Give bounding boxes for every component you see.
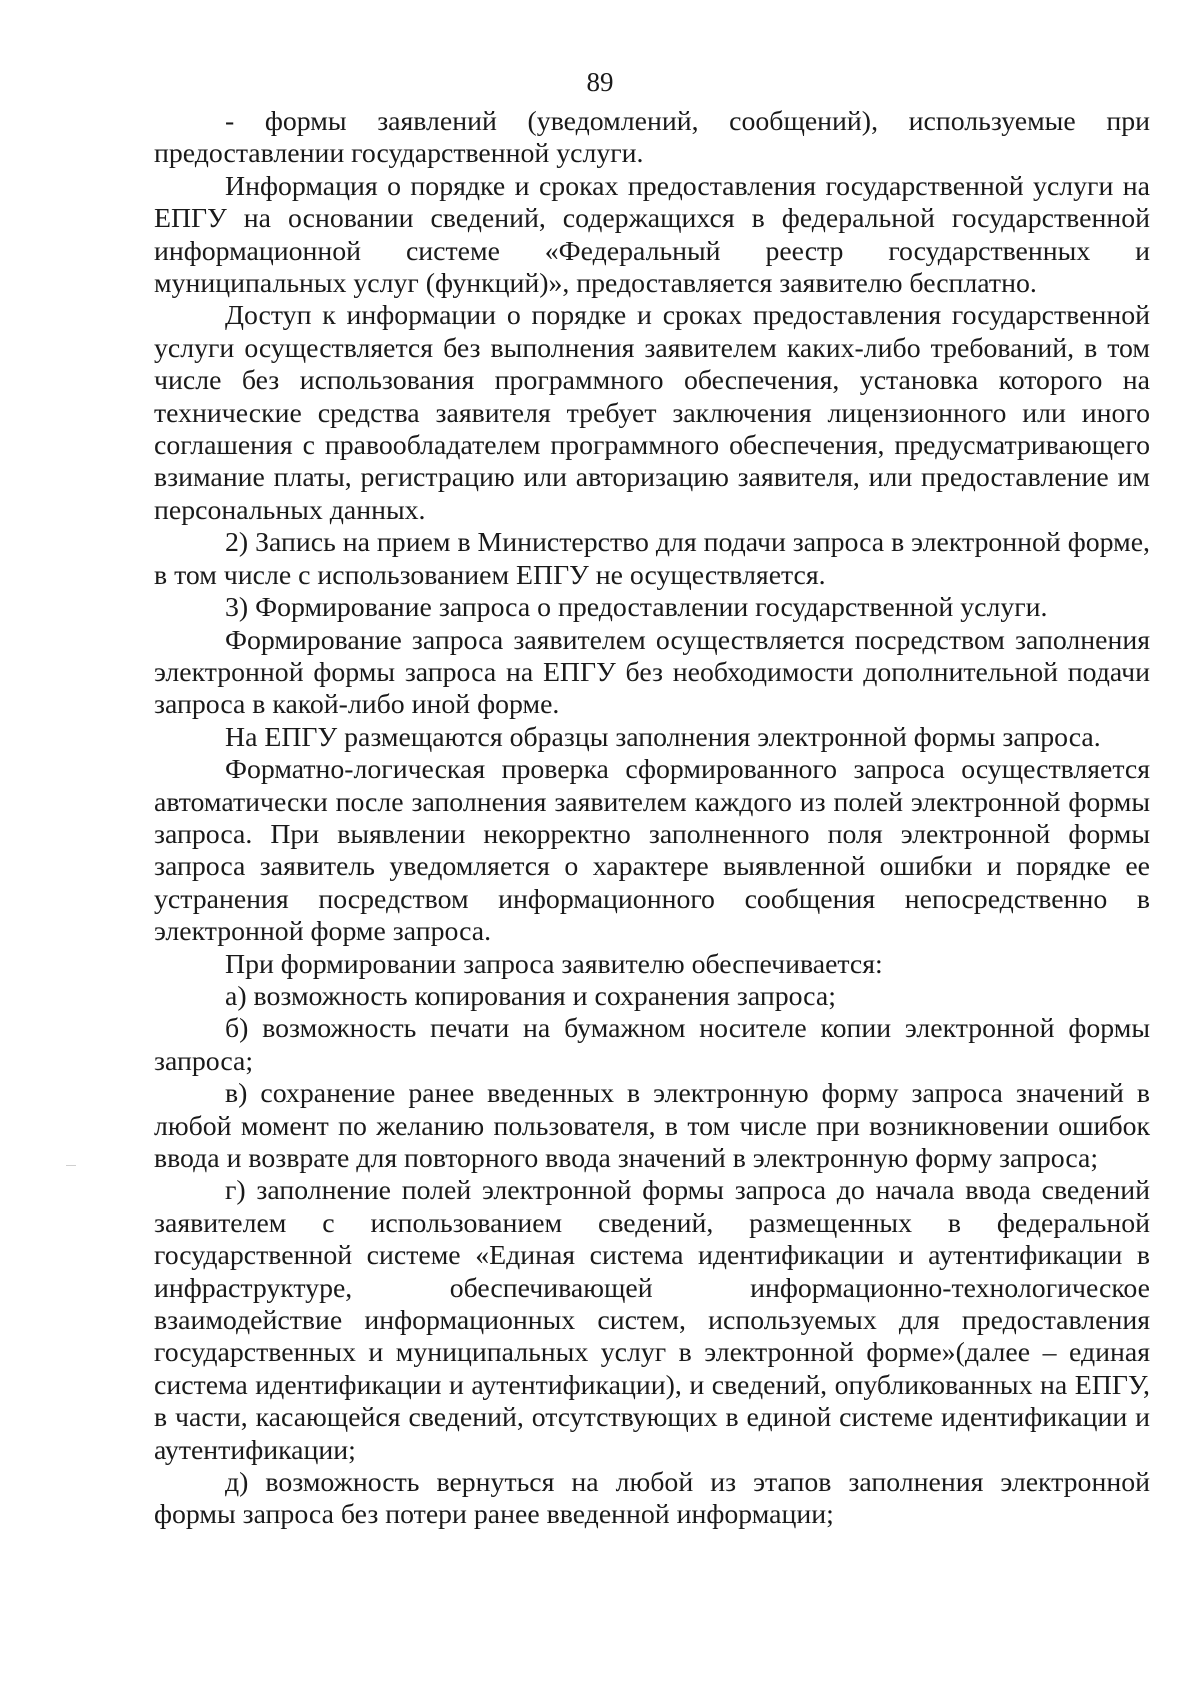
paragraph-access: Доступ к информации о порядке и сроках предоставления государственной услуги осуществляется без выполнения заявителем каких-либо требований, в том числе без использования программного обеспечения, установка которого на технические средства заявителя требует заключения лицензионного или иного соглашения с правообладателем программного обеспечения, предусматривающего взимание платы, регистрацию или авторизацию заявителя, или предоставление им персональных данных. [154,300,1150,526]
paragraph-provided: При формировании запроса заявителю обеспечивается: [225,948,883,980]
paragraph-samples: На ЕПГУ размещаются образцы заполнения электронной формы запроса. [225,721,1101,753]
scan-margin-mark [66,1165,76,1166]
list-item-g: г) заполнение полей электронной формы запроса до начала ввода сведений заявителем с использованием сведений, размещенных в федеральной государственной системе «Единая система идентификации и аутентификации в инфраструктуре, обеспечивающей информационно-технологическое взаимодействие информационных систем, используемых для предоставления государственных и муниципальных услуг в электронной форме»(далее – единая система идентификации и аутентификации), и сведений, опубликованных на ЕПГУ, в части, касающейся сведений, отсутствующих в единой системе идентификации и аутентификации; [154,1175,1150,1466]
paragraph-request-formation-heading: 3) Формирование запроса о предоставлении государственной услуги. [225,592,1048,624]
paragraph-request-formation: Формирование запроса заявителем осуществляется посредством заполнения электронной формы запроса на ЕПГУ без необходимости дополнительной подачи запроса в какой-либо иной форме. [154,624,1150,721]
paragraph-info-free: Информация о порядке и сроках предоставления государственной услуги на ЕПГУ на основании сведений, содержащихся в федеральной государственной информационной системе «Федеральный реестр государственных и муниципальных услуг (функций)», предоставляется заявителю бесплатно. [154,170,1150,300]
document-body [154,106,1150,1532]
paragraph-validation: Форматно-логическая проверка сформированного запроса осуществляется автоматически после заполнения заявителем каждого из полей электронной формы запроса. При выявлении некорректно заполненного поля электронной формы запроса заявитель уведомляется о характере выявленной ошибки и порядке ее устранения посредством информационного сообщения непосредственно в электронной форме запроса. [154,754,1150,948]
paragraph-forms: - формы заявлений (уведомлений, сообщений), используемые при предоставлении государственной услуги. [154,106,1150,170]
list-item-v: в) сохранение ранее введенных в электронную форму запроса значений в любой момент по желанию пользователя, в том числе при возникновении ошибок ввода и возврате для повторного ввода значений в электронную форму запроса; [154,1078,1150,1174]
list-item-a: а) возможность копирования и сохранения запроса; [225,980,836,1012]
paragraph-appointment: 2) Запись на прием в Министерство для подачи запроса в электронной форме, в том числе с использованием ЕПГУ не осуществляется. [154,527,1150,591]
list-item-b: б) возможность печати на бумажном носителе копии электронной формы запроса; [154,1013,1150,1077]
page-number: 89 [586,67,614,97]
list-item-d: д) возможность вернуться на любой из этапов заполнения электронной формы запроса без потери ранее введенной информации; [154,1467,1150,1531]
